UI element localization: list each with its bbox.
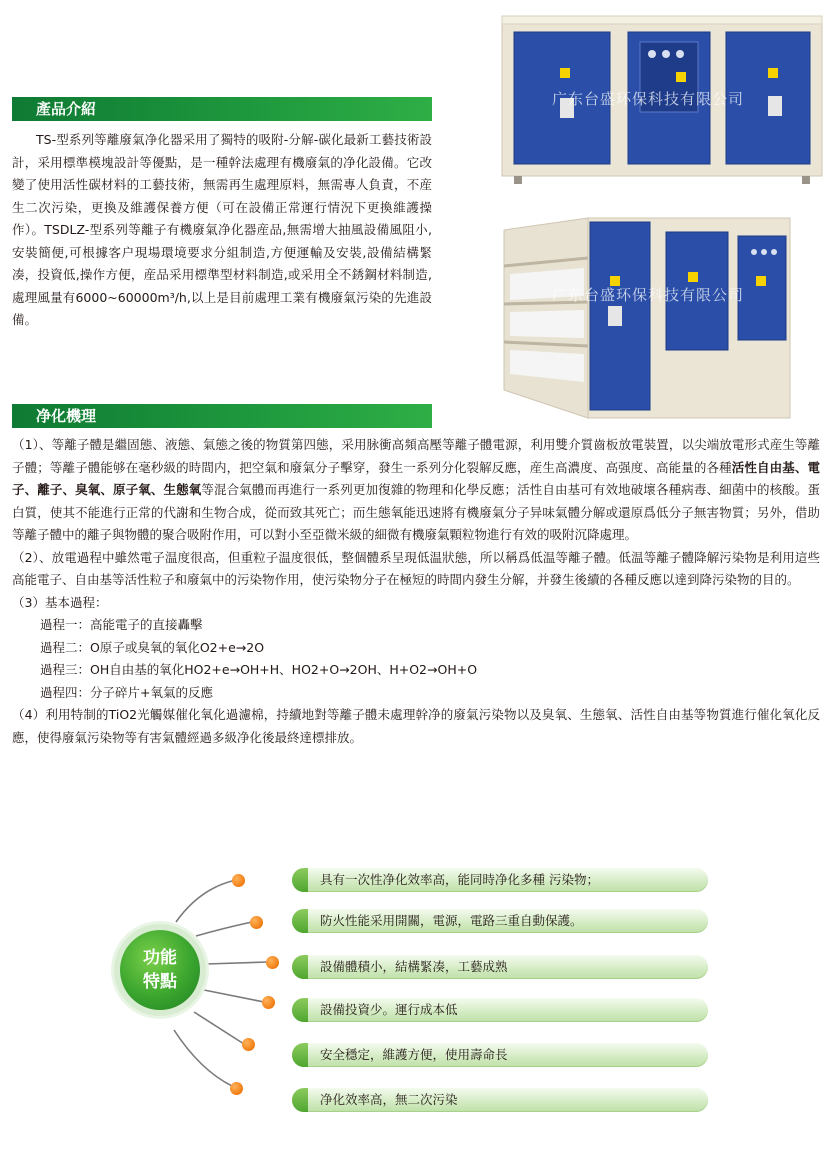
feature-item-5 (292, 1043, 708, 1067)
hub-label-line-2: 特點 (143, 972, 177, 992)
purifier-unit-image-2 (498, 212, 794, 424)
mechanism-paragraph-4: （4）利用特制的TiO2光觸媒催化氧化過濾棉，持續地對等離子體未處理幹净的廢氣污染物以及臭氧、生態氧、活性自由基等物質進行催化氧化反應，使得廢氣污染物等有害氣體經過多級净化後最終達標排放。 (12, 707, 820, 745)
feature-bullet-4 (262, 996, 275, 1009)
intro-section-title: 產品介紹 (12, 97, 432, 121)
intro-text: TS-型系列等離廢氣净化器采用了獨特的吸附-分解-碳化最新工藝技術設計，采用標準模塊設計等優點，是一種幹法處理有機廢氣的净化設備。它改變了使用活性碳材料的工藝技術，無需再生處理原料，無需專人負責，不産生二次污染，更換及維護保養方便（可在設備正常運行情況下更換維護操作）。TSDLZ-型系列等離子有機廢氣净化器産品,無需增大抽風設備風阻小,安裝簡便,可根據客户現場環境要求分組制造,方便運輸及安裝,設備結構緊凑，投資低,操作方便，産品采用標準型材料制造,或采用全不銹鋼材料制造,處理風量有6000~60000m³/h,以上是目前處理工業有機廢氣污染的先進設備。 (12, 132, 432, 327)
mechanism-p1-bold-terms: 活性自由基、電子、離子、臭氧、原子氧、生態氧 (12, 459, 820, 497)
mechanism-paragraph-3: （3）基本過程： (12, 594, 108, 610)
mechanism-paragraph-2: （2）、放電過程中雖然電子温度很高，但重粒子温度很低，整個體系呈現低温狀態，所以稱爲低温等離子體。低温等離子體降解污染物是利用這些高能電子、自由基等活性粒子和廢氣中的污染物作用，使污染物分子在極短的時間内發生分解，并發生後續的各種反應以達到降污染物的目的。 (12, 549, 820, 587)
process-step-1: 過程一：高能電子的直接轟擊 (40, 617, 203, 632)
feature-item-6 (292, 1088, 708, 1112)
feature-item-1 (292, 868, 708, 892)
mechanism-body (12, 434, 820, 749)
watermark-2: 广东台盛环保科技有限公司 (552, 286, 745, 304)
feature-item-3-text: 設備體積小，結構緊凑，工藝成熟 (320, 959, 508, 974)
feature-item-5-text: 安全穩定，維護方便，使用壽命長 (320, 1047, 508, 1062)
feature-item-3 (292, 955, 708, 979)
feature-bullet-5 (242, 1038, 255, 1051)
mechanism-paragraph-1 (12, 434, 820, 547)
feature-bullet-6 (230, 1082, 243, 1095)
feature-item-2 (292, 909, 708, 933)
feature-item-1-text: 具有一次性净化效率高，能同時净化多種 污染物； (320, 872, 599, 887)
feature-item-4 (292, 998, 708, 1022)
feature-item-6-text: 净化效率高，無二次污染 (320, 1092, 458, 1107)
intro-paragraph (12, 129, 432, 332)
feature-bullet-2 (250, 916, 263, 929)
features-hub (120, 930, 200, 1010)
feature-bullet-1 (232, 874, 245, 887)
mechanism-p1-text-b: 等混合氣體而再進行一系列更加復雜的物理和化學反應；活性自由基可有效地破壞各種病毒、細菌中的核酸。蛋白質，使其不能進行正常的代謝和生物合成，從而致其死亡；而生態氧能迅速將有機廢氣分子异味氣體分解或還原爲低分子無害物質；另外，借助等離子體中的離子與物體的聚合吸附作用，可以對小至亞微米級的細微有機廢氣顆粒物進行有效的吸附沉降處理。 (12, 482, 820, 542)
process-step-3: 過程三：OH自由基的氧化HO2+e→OH+H、HO2+O→2OH、H+O2→OH+O (40, 662, 478, 677)
mechanism-section-title: 净化機理 (12, 404, 432, 428)
mechanism-p1-text-a: （1）、等離子體是繼固態、液態、氣態之後的物質第四態，采用脉衝高頻高壓等離子體電源，利用雙介質齒板放電裝置，以尖端放電形式産生等離子體；等離子體能够在毫秒級的時間内，把空氣和廢氣分子擊穿，發生一系列分化裂解反應，産生高濃度、高强度、高能量的各種 (12, 437, 820, 475)
process-step-2: 過程二：O原子或臭氧的氧化O2+e→2O (40, 639, 265, 655)
feature-item-4-text: 設備投資少。運行成本低 (320, 1002, 458, 1017)
watermark-1: 广东台盛环保科技有限公司 (552, 90, 745, 108)
hub-label-line-1: 功能 (143, 948, 177, 968)
feature-bullet-3 (266, 956, 279, 969)
process-step-4: 過程四：分子碎片+氧氣的反應 (40, 684, 213, 700)
feature-item-2-text: 防火性能采用開關，電源，電路三重自動保護。 (320, 913, 583, 928)
